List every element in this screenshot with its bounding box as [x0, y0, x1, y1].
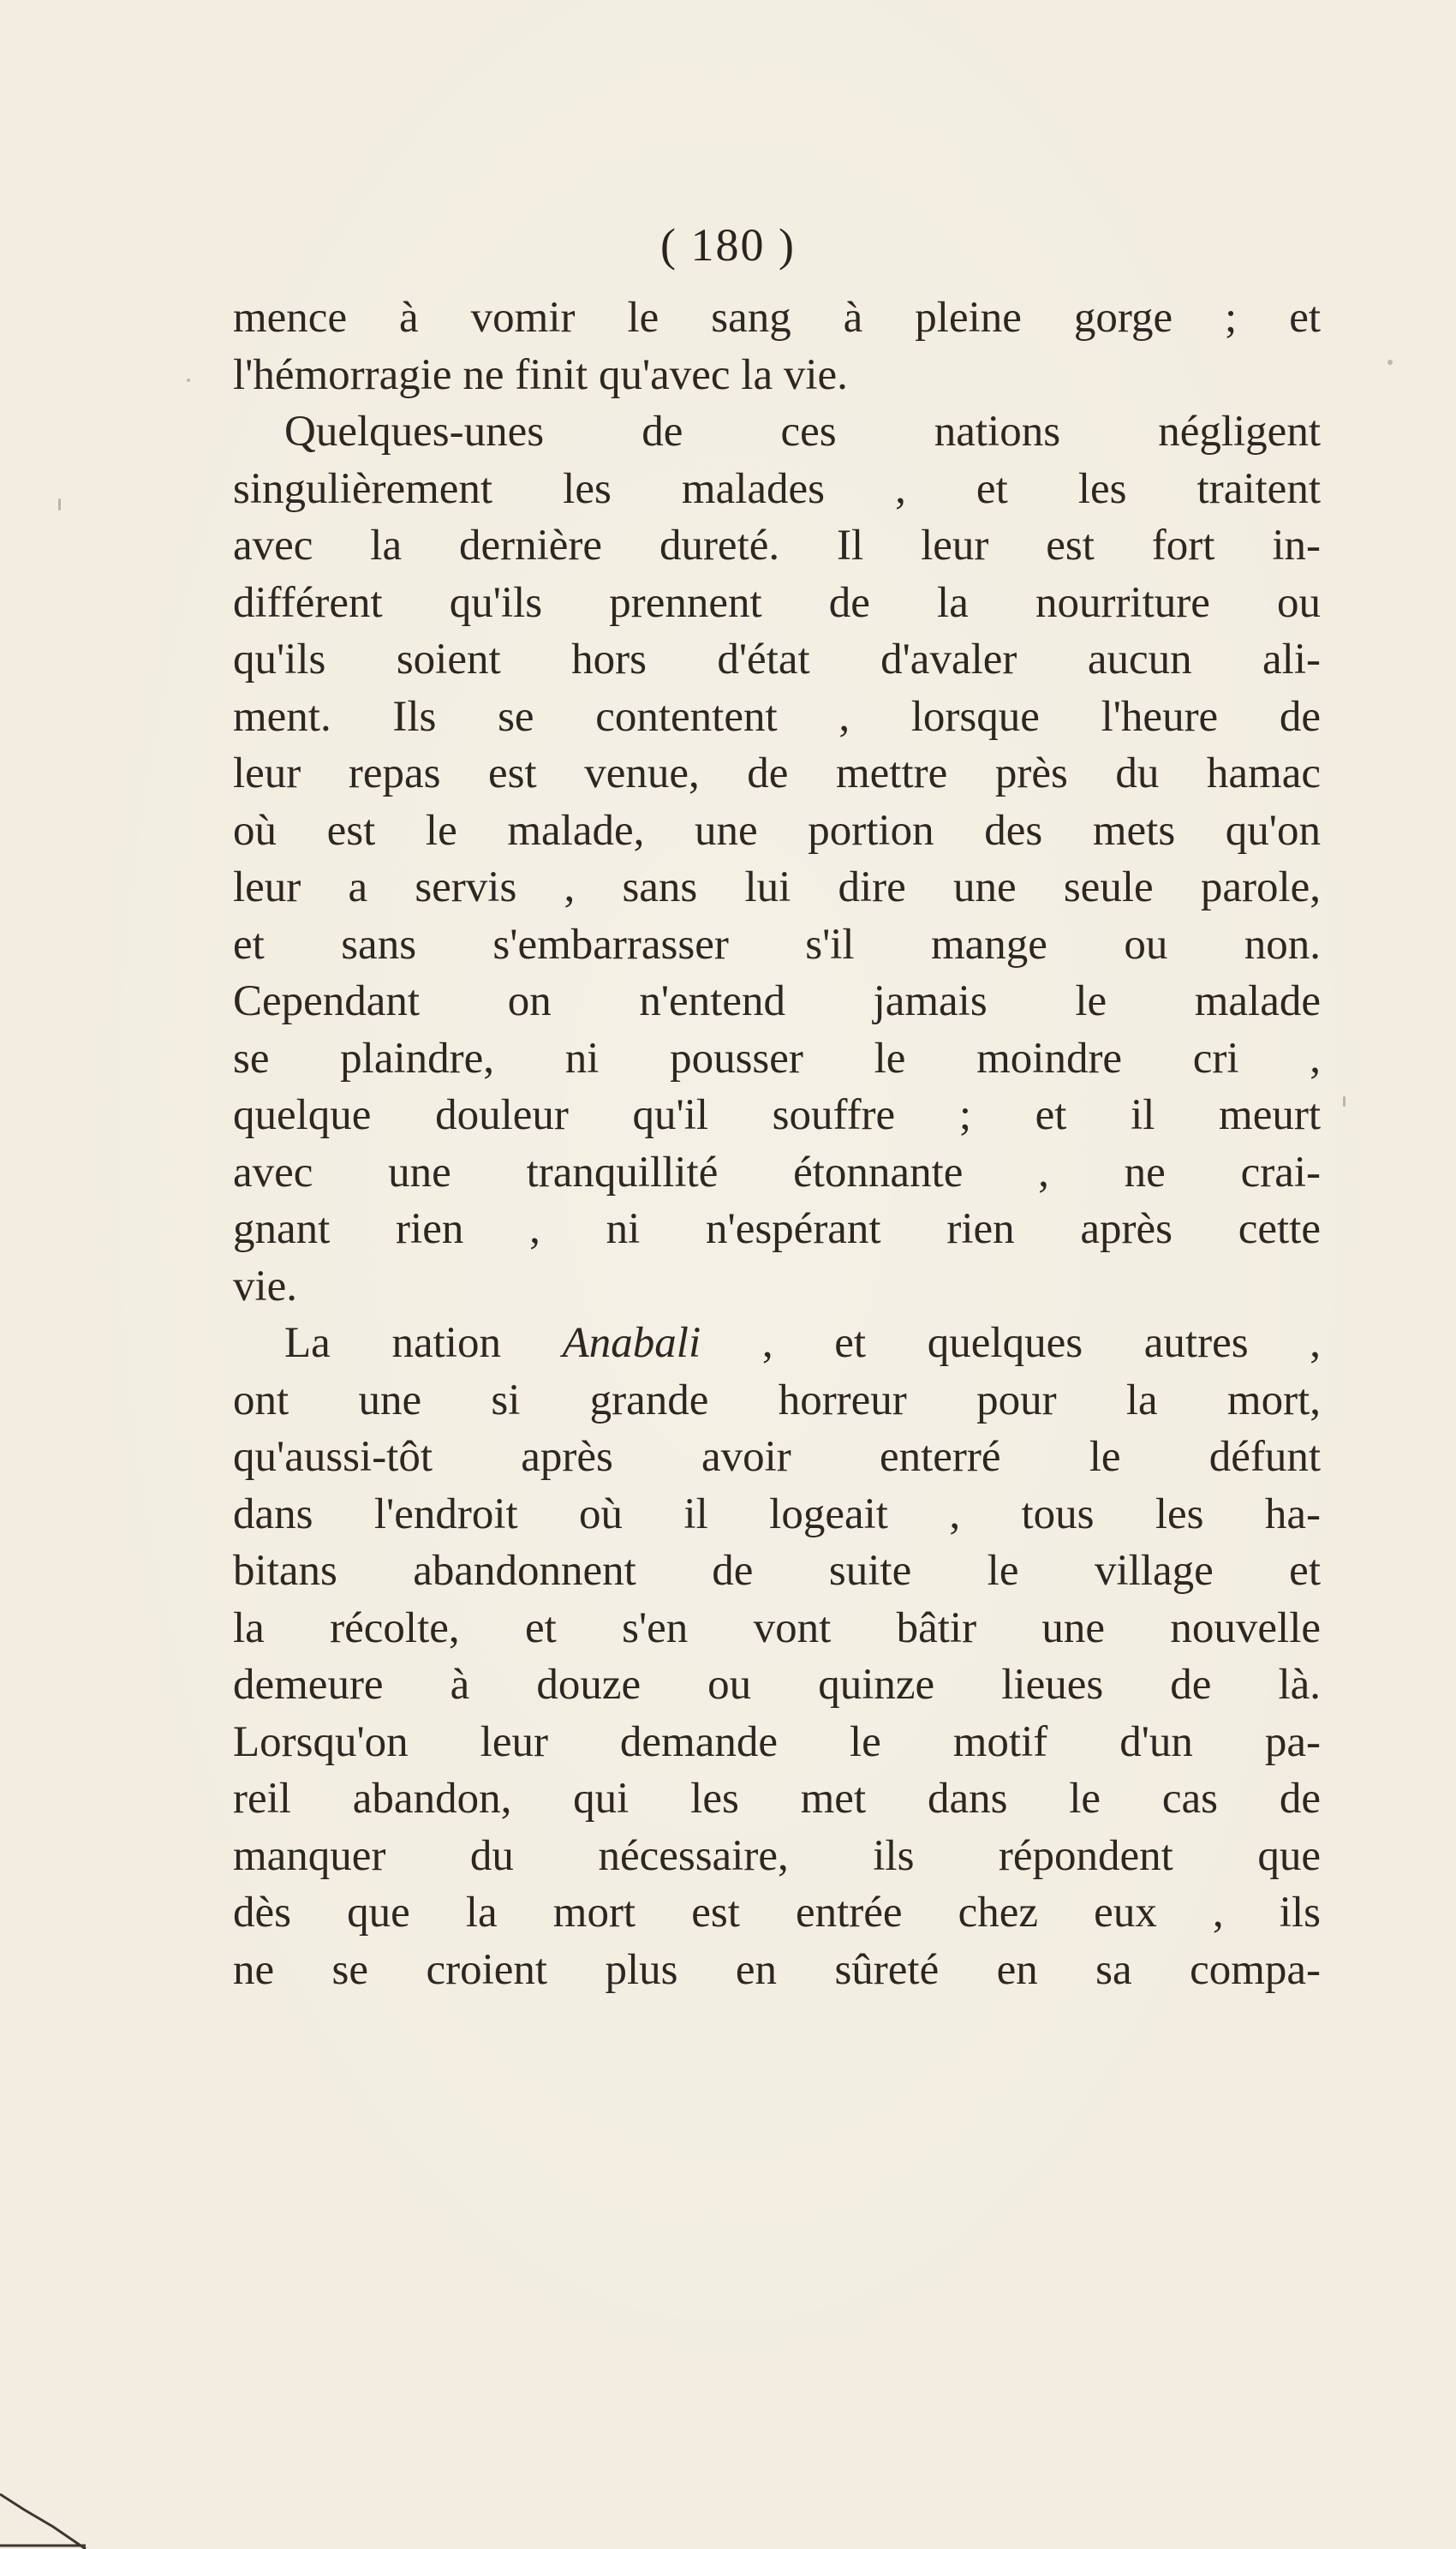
text-line: mence à vomir le sang à pleine gorge ; et: [233, 294, 1321, 342]
text-line: ont une si grande horreur pour la mort,: [233, 1376, 1321, 1424]
text-line: qu'ils soient hors d'état d'avaler aucun ali-: [233, 636, 1321, 684]
paper-speck: [187, 379, 190, 382]
paper-speck: [1387, 360, 1393, 365]
text-line: gnant rien , ni n'espérant rien après cette: [233, 1205, 1321, 1253]
corner-mark: [0, 2475, 103, 2549]
text-line: dès que la mort est entrée chez eux , ils: [233, 1889, 1321, 1937]
text-line: et sans s'embarrasser s'il mange ou non.: [233, 920, 1321, 969]
text-line: qu'aussi-tôt après avoir enterré le défunt: [233, 1433, 1321, 1481]
text-line: dans l'endroit où il logeait , tous les ha-: [233, 1489, 1321, 1538]
text-line: ment. Ils se contentent , lorsque l'heure de: [233, 692, 1321, 741]
italic-name: Anabali: [562, 1319, 701, 1367]
text-line: quelque douleur qu'il souffre ; et il meurt: [233, 1091, 1321, 1139]
page-number: ( 180 ): [660, 219, 796, 271]
body-text: [233, 290, 1321, 1998]
text-line: Lorsqu'on leur demande le motif d'un pa-: [233, 1717, 1321, 1766]
text-line: reil abandon, qui les met dans le cas de: [233, 1775, 1321, 1823]
text-line: bitans abandonnent de suite le village et: [233, 1547, 1321, 1595]
text-line: avec une tranquillité étonnante , ne crai-: [233, 1148, 1321, 1197]
paper-speck: [58, 498, 61, 510]
paper-speck: [1343, 1096, 1346, 1107]
text-line: la récolte, et s'en vont bâtir une nouvelle: [233, 1603, 1321, 1652]
text-line: manquer du nécessaire, ils répondent que: [233, 1831, 1321, 1880]
text-line: où est le malade, une portion des mets qu'on: [233, 806, 1321, 855]
text-line: leur a servis , sans lui dire une seule parole,: [233, 863, 1321, 911]
text-line: leur repas est venue, de mettre près du hamac: [233, 749, 1321, 797]
text-line: demeure à douze ou quinze lieues de là.: [233, 1661, 1321, 1709]
text-line: Cependant on n'entend jamais le malade: [233, 977, 1321, 1025]
text-line: Quelques-unes de ces nations négligent: [284, 408, 1321, 456]
text-line: avec la dernière dureté. Il leur est fort in-: [233, 522, 1321, 570]
text-line: différent qu'ils prennent de la nourriture ou: [233, 578, 1321, 627]
text-line: ne se croient plus en sûreté en sa compa-: [233, 1945, 1321, 1994]
text-line-with-italic: [233, 1315, 1321, 1372]
text-line: se plaindre, ni pousser le moindre cri ,: [233, 1034, 1321, 1083]
text-segment: La nation: [284, 1319, 563, 1367]
text-segment: , et quelques autres ,: [701, 1319, 1321, 1367]
text-line: singulièrement les malades , et les traitent: [233, 464, 1321, 513]
text-line: l'hémorragie ne finit qu'avec la vie.: [233, 350, 848, 399]
text-line: vie.: [233, 1262, 298, 1310]
